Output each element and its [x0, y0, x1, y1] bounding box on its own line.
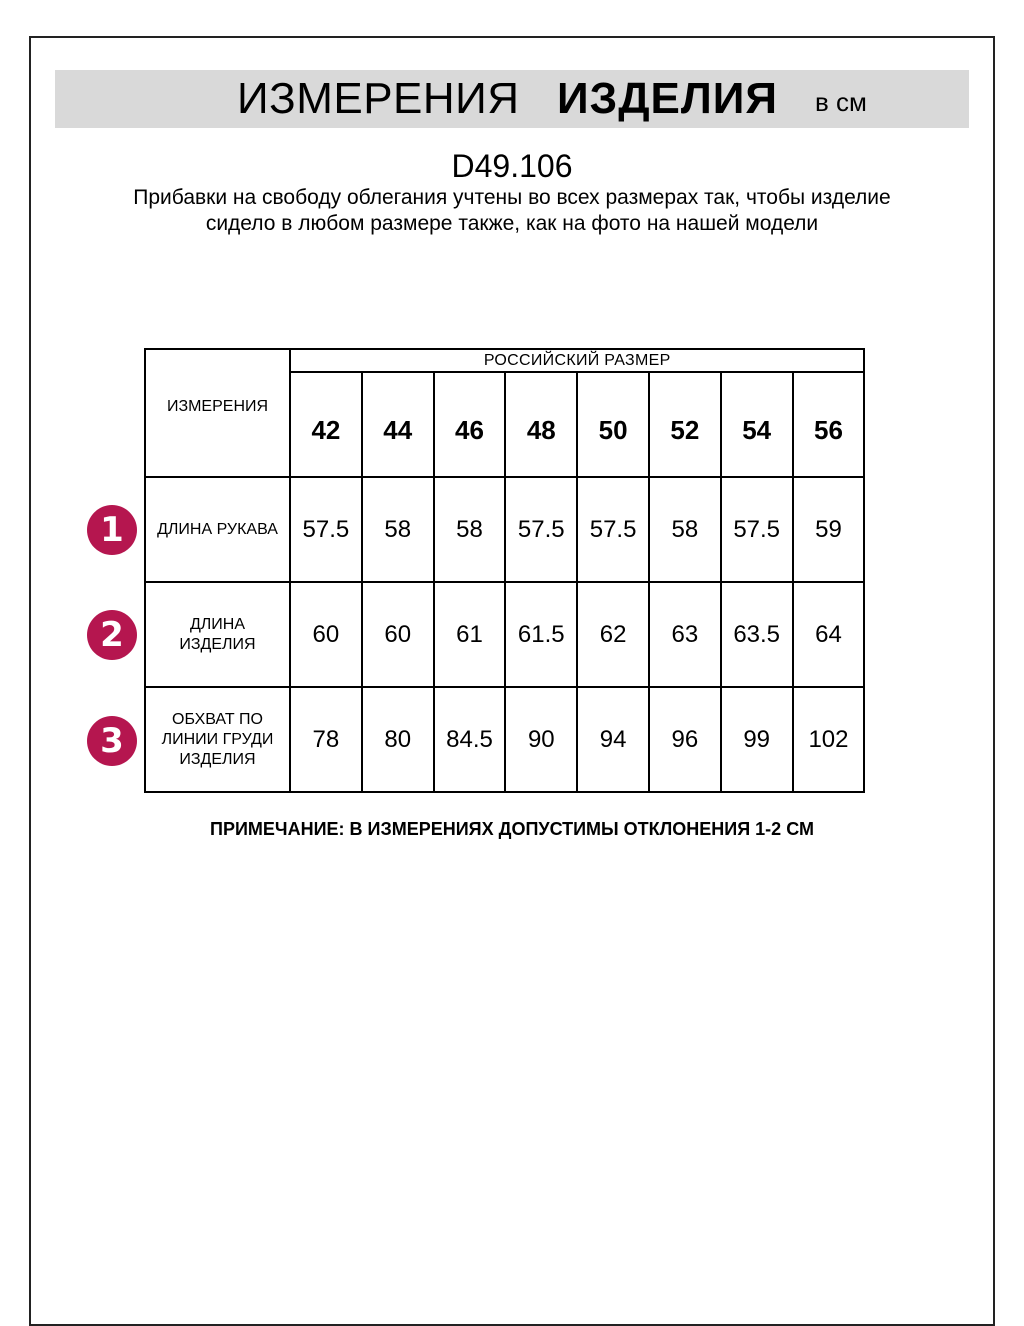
size-header-cell	[362, 372, 434, 477]
size-header-cell	[721, 372, 793, 477]
row-label-sleeve-length	[145, 477, 290, 582]
value-cell: 63.5	[721, 582, 793, 687]
size-label: 44	[383, 415, 413, 445]
size-label: 56	[814, 415, 843, 445]
value-cell: 60	[290, 582, 362, 687]
value-cell: 78	[290, 687, 362, 792]
number-badge-2: 2	[87, 610, 137, 660]
value-cell: 61	[434, 582, 506, 687]
title-unit: в см	[815, 87, 867, 117]
intro-text: Прибавки на свободу облегания учтены во всех размерах так, чтобы изделие сидело в любом размере также, как на фото на нашей модели	[133, 186, 891, 235]
title-bold: ИЗДЕЛИЯ	[557, 74, 779, 123]
size-label: 52	[670, 415, 700, 445]
value-cell: 57.5	[721, 477, 793, 582]
measurements-header-label: ИЗМЕРЕНИЯ	[166, 398, 269, 415]
size-label: 42	[311, 415, 341, 445]
number-badge-3: 3	[87, 716, 137, 766]
value-cell: 58	[434, 477, 506, 582]
size-header-cell	[649, 372, 721, 477]
size-header-cell	[505, 372, 577, 477]
row-label-line: ДЛИНА	[189, 615, 246, 633]
value-cell: 64	[793, 582, 865, 687]
table-row	[145, 687, 864, 792]
value-cell: 57.5	[290, 477, 362, 582]
value-cell: 63	[649, 582, 721, 687]
row-label-chest-girth	[145, 687, 290, 792]
value-cell: 94	[577, 687, 649, 792]
measurements-header	[145, 349, 290, 477]
value-cell: 59	[793, 477, 865, 582]
value-cell: 80	[362, 687, 434, 792]
size-group-header: РОССИЙСКИЙ РАЗМЕР	[290, 349, 864, 372]
value-cell: 58	[649, 477, 721, 582]
value-cell: 84.5	[434, 687, 506, 792]
size-header-cell	[290, 372, 362, 477]
value-cell: 96	[649, 687, 721, 792]
row-label-line: ЛИНИИ ГРУДИ	[161, 730, 274, 748]
value-cell: 90	[505, 687, 577, 792]
value-cell: 58	[362, 477, 434, 582]
table-row	[145, 477, 864, 582]
title-regular: ИЗМЕРЕНИЯ	[237, 74, 520, 123]
value-cell: 102	[793, 687, 865, 792]
size-label: 46	[455, 415, 484, 445]
number-badge-1: 1	[87, 505, 137, 555]
row-label-line: ОБХВАТ ПО	[172, 710, 263, 728]
row-label-line: ИЗДЕЛИЯ	[179, 750, 256, 768]
article-number: D49.106	[451, 148, 573, 184]
size-label: 48	[526, 415, 556, 445]
row-label-line: ДЛИНА РУКАВА	[157, 520, 278, 538]
table-row	[145, 582, 864, 687]
size-header-cell	[577, 372, 649, 477]
row-label-garment-length	[145, 582, 290, 687]
value-cell: 99	[721, 687, 793, 792]
size-label: 50	[598, 415, 628, 445]
size-label: 54	[742, 415, 772, 445]
value-cell: 57.5	[505, 477, 577, 582]
row-label-line: ИЗДЕЛИЯ	[179, 635, 256, 653]
value-cell: 57.5	[577, 477, 649, 582]
size-table	[144, 348, 865, 793]
size-header-cell	[793, 372, 865, 477]
value-cell: 62	[577, 582, 649, 687]
value-cell: 60	[362, 582, 434, 687]
size-header-cell	[434, 372, 506, 477]
value-cell: 61.5	[505, 582, 577, 687]
tolerance-note: ПРИМЕЧАНИЕ: В ИЗМЕРЕНИЯХ ДОПУСТИМЫ ОТКЛОНЕНИЯ 1-2 СМ	[210, 819, 814, 839]
